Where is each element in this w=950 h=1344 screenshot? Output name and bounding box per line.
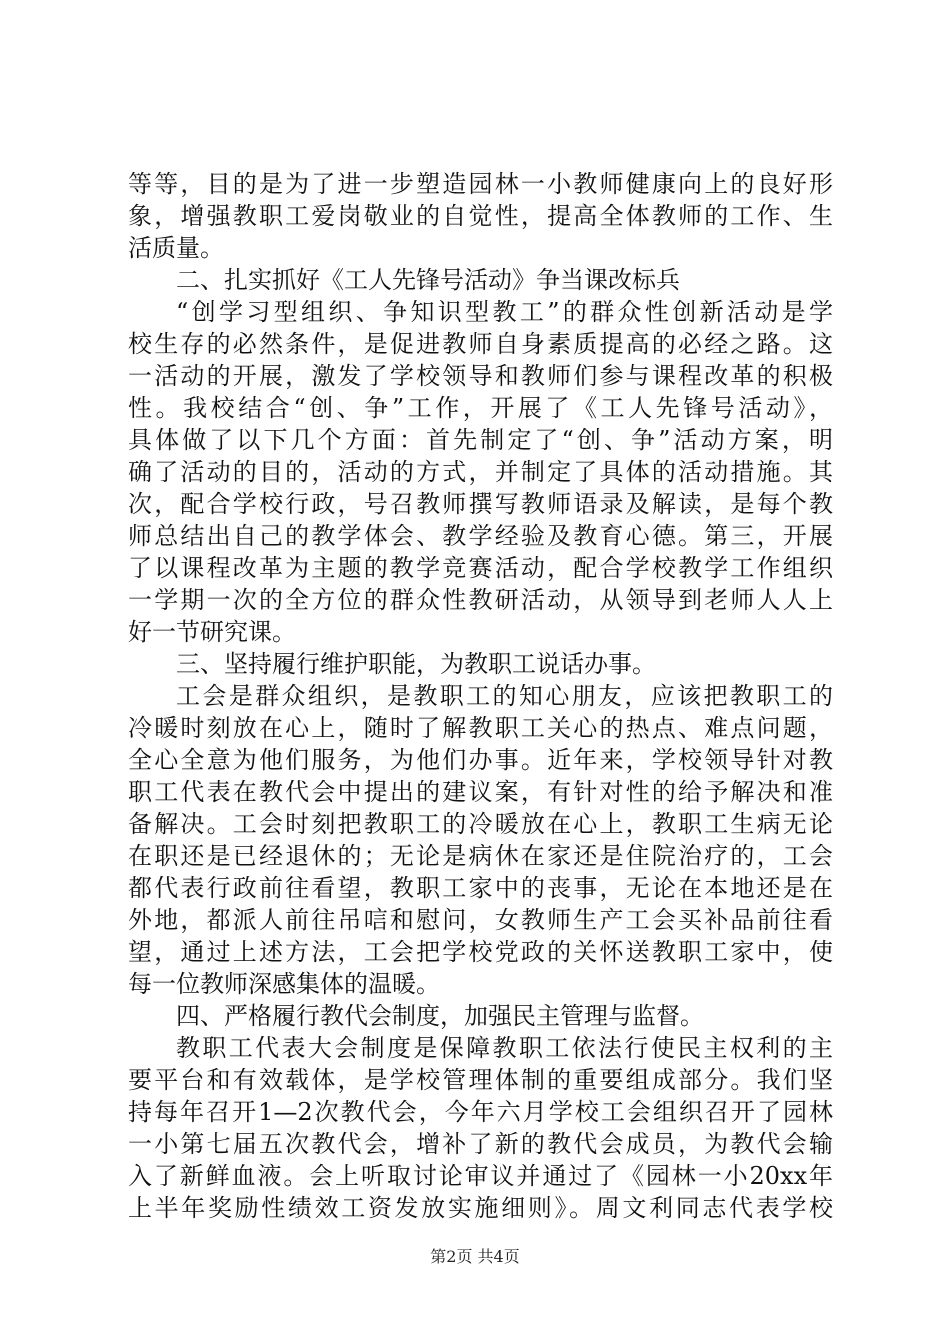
body-line: 在职还是已经退休的；无论是病休在家还是住院治疗的，工会 [128,842,833,870]
body-line: 师总结出自己的教学体会、教学经验及教育心德。第三，开展 [128,522,833,550]
body-line: 活质量。 [128,234,224,262]
body-line: 望，通过上述方法，工会把学校党政的关怀送教职工家中，使 [128,938,833,966]
paragraph-first-line: 教职工代表大会制度是保障教职工依法行使民主权利的主 [176,1034,833,1062]
body-line: 确了活动的目的，活动的方式，并制定了具体的活动措施。其 [128,458,833,486]
body-line: 等等，目的是为了进一步塑造园林一小教师健康向上的良好形 [128,170,833,198]
document-body [128,168,833,1224]
body-line: 上半年奖励性绩效工资发放实施细则》。周文利同志代表学校 [128,1194,833,1222]
body-line: 次，配合学校行政，号召教师撰写教师语录及解读，是每个教 [128,490,833,518]
body-line: 一学期一次的全方位的群众性教研活动，从领导到老师人人上 [128,586,833,614]
section-heading: 四、严格履行教代会制度，加强民主管理与监督。 [176,1002,704,1030]
body-line: 持每年召开1—2次教代会，今年六月学校工会组织召开了园林 [128,1098,833,1126]
body-line: 好一节研究课。 [128,618,296,646]
body-line: 职工代表在教代会中提出的建议案，有针对性的给予解决和准 [128,778,833,806]
body-line: 了以课程改革为主题的教学竞赛活动，配合学校教学工作组织 [128,554,833,582]
body-line: 一小第七届五次教代会，增补了新的教代会成员，为教代会输 [128,1130,833,1158]
body-line: 都代表行政前往看望，教职工家中的丧事，无论在本地还是在 [128,874,833,902]
paragraph-first-line: 工会是群众组织，是教职工的知心朋友，应该把教职工的 [176,682,833,710]
body-line: 性。我校结合“创、争”工作，开展了《工人先锋号活动》， [128,394,833,422]
body-line: 要平台和有效载体，是学校管理体制的重要组成部分。我们坚 [128,1066,833,1094]
body-line: 每一位教师深感集体的温暖。 [128,970,440,998]
body-line: 备解决。工会时刻把教职工的冷暖放在心上，教职工生病无论 [128,810,833,838]
body-line: 外地，都派人前往吊唁和慰问，女教师生产工会买补品前往看 [128,906,833,934]
body-line: 校生存的必然条件，是促进教师自身素质提高的必经之路。这 [128,330,833,358]
body-line: 全心全意为他们服务，为他们办事。近年来，学校领导针对教 [128,746,833,774]
body-line: 具体做了以下几个方面：首先制定了“创、争”活动方案，明 [128,426,833,454]
section-heading: 三、坚持履行维护职能，为教职工说话办事。 [176,650,656,678]
body-line: 入了新鲜血液。会上听取讨论审议并通过了《园林一小20xx年 [128,1162,833,1190]
page-number: 第2页 共4页 [430,1247,520,1266]
section-heading: 二、扎实抓好《工人先锋号活动》争当课改标兵 [176,266,680,294]
page-footer [0,1247,950,1267]
body-line: 象，增强教职工爱岗敬业的自觉性，提高全体教师的工作、生 [128,202,833,230]
paragraph-first-line: “创学习型组织、争知识型教工”的群众性创新活动是学 [176,298,833,326]
body-line: 冷暖时刻放在心上，随时了解教职工关心的热点、难点问题， [128,714,833,742]
body-line: 一活动的开展，激发了学校领导和教师们参与课程改革的积极 [128,362,833,390]
